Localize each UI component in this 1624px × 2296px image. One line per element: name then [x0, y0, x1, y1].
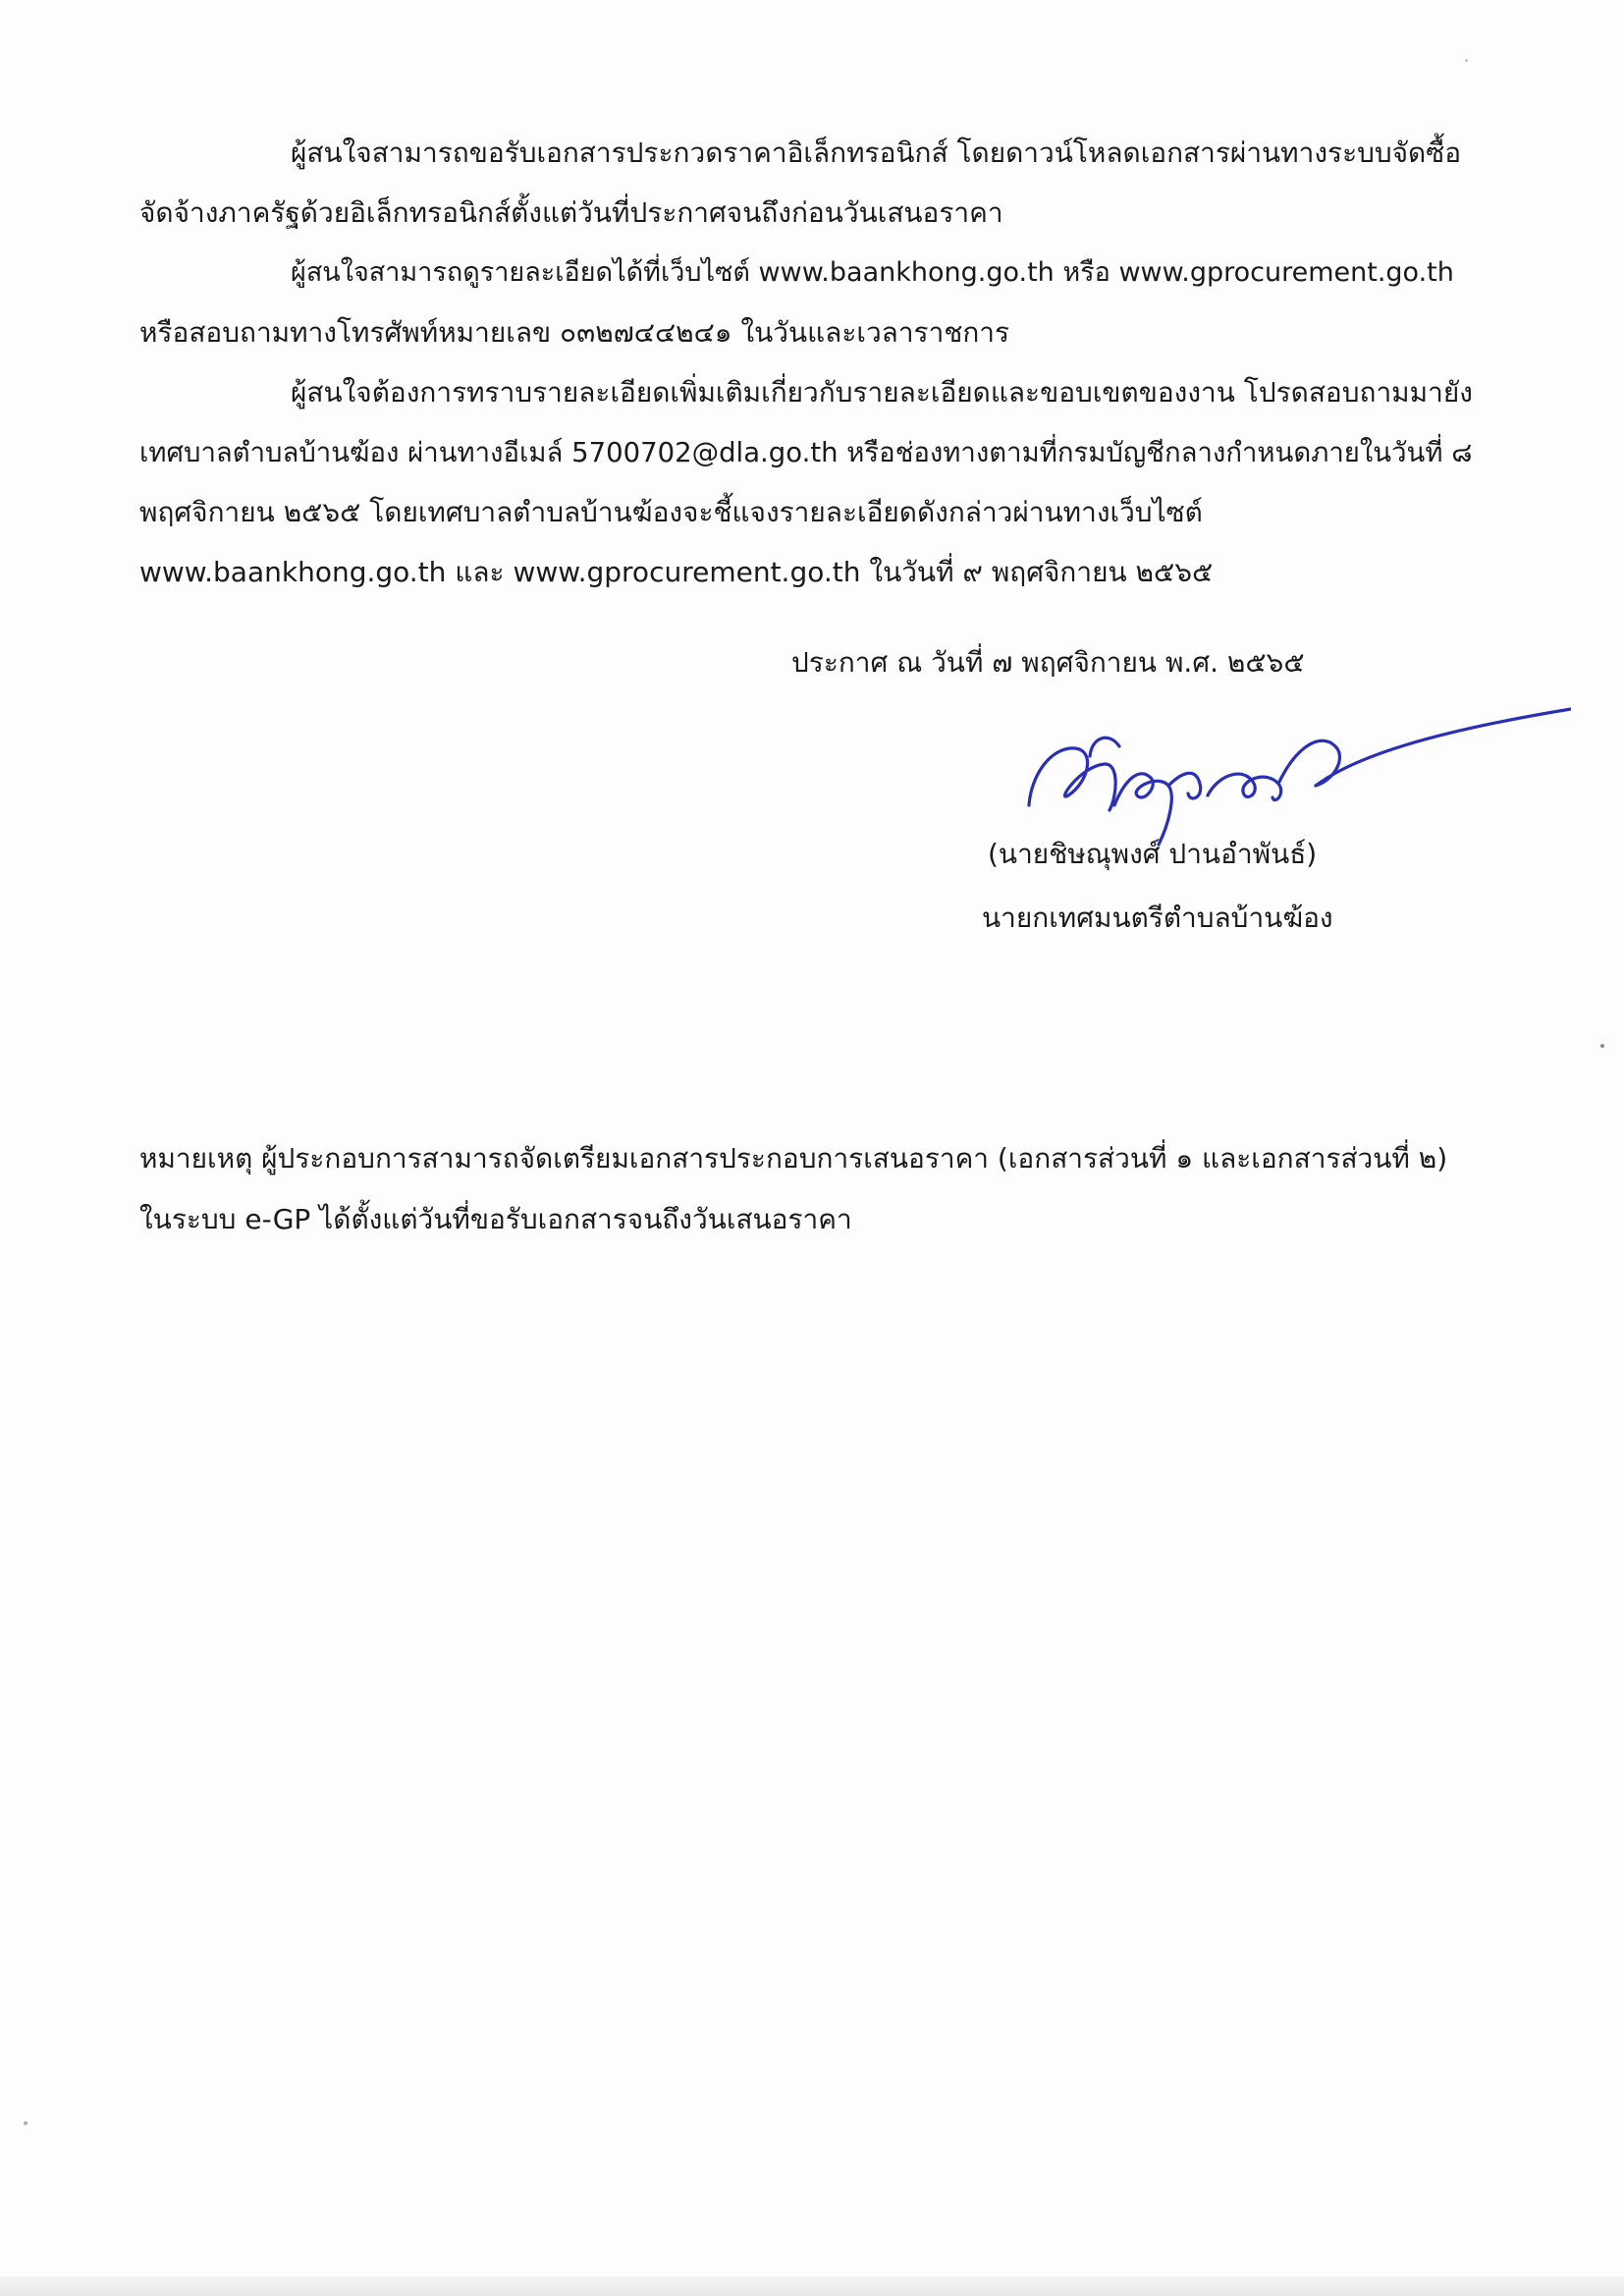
note-line-1: หมายเหตุ ผู้ประกอบการสามารถจัดเตรียมเอกสารประกอบการเสนอราคา (เอกสารส่วนที่ ๑ และเอกสารส่วนที่ ๒): [139, 1142, 1448, 1175]
paragraph-details-line-1: ผู้สนใจสามารถดูรายละเอียดได้ที่เว็บไซต์ www.baankhong.go.th หรือ www.gprocurement.go.th: [291, 257, 1454, 288]
signer-name: (นายชิษณุพงศ์ ปานอำพันธ์): [988, 838, 1318, 870]
paragraph-more-info-line-3: พฤศจิกายน ๒๕๖๕ โดยเทศบาลตำบลบ้านฆ้องจะชี้แจงรายละเอียดดังกล่าวผ่านทางเว็บไซต์: [139, 496, 1203, 528]
paragraph-more-info-line-4: www.baankhong.go.th และ www.gprocurement.go.th ในวันที่ ๙ พฤศจิกายน ๒๕๖๕: [139, 556, 1214, 588]
paragraph-more-info-line-1: ผู้สนใจต้องการทราบรายละเอียดเพิ่มเติมเกี่ยวกับรายละเอียดและขอบเขตของงาน โปรดสอบถามมายัง: [291, 376, 1473, 409]
paragraph-details-line-2: หรือสอบถามทางโทรศัพท์หมายเลข ๐๓๒๗๔๔๒๔๑ ในวันและเวลาราชการ: [139, 316, 1010, 349]
paragraph-download-line-2: จัดจ้างภาครัฐด้วยอิเล็กทรอนิกส์ตั้งแต่วันที่ประกาศจนถึงก่อนวันเสนอราคา: [139, 196, 1003, 229]
scan-speck: [24, 2121, 27, 2125]
signer-title: นายกเทศมนตรีตำบลบ้านฆ้อง: [982, 902, 1333, 934]
paragraph-more-info-line-2: เทศบาลตำบลบ้านฆ้อง ผ่านทางอีเมล์ 5700702@dla.go.th หรือช่องทางตามที่กรมบัญชีกลางกำหนดภายในวันที่ ๘: [139, 437, 1473, 468]
announcement-date: ประกาศ ณ วันที่ ๗ พฤศจิกายน พ.ศ. ๒๕๖๕: [791, 646, 1305, 679]
paragraph-download-line-1: ผู้สนใจสามารถขอรับเอกสารประกวดราคาอิเล็กทรอนิกส์ โดยดาวน์โหลดเอกสารผ่านทางระบบจัดซื้อ: [291, 137, 1462, 169]
scan-speck: [1465, 59, 1468, 62]
scan-bottom-edge: [0, 2276, 1624, 2296]
note-line-2: ในระบบ e-GP ได้ตั้งแต่วันที่ขอรับเอกสารจนถึงวันเสนอราคา: [139, 1203, 852, 1235]
scan-speck: [1600, 1044, 1604, 1048]
